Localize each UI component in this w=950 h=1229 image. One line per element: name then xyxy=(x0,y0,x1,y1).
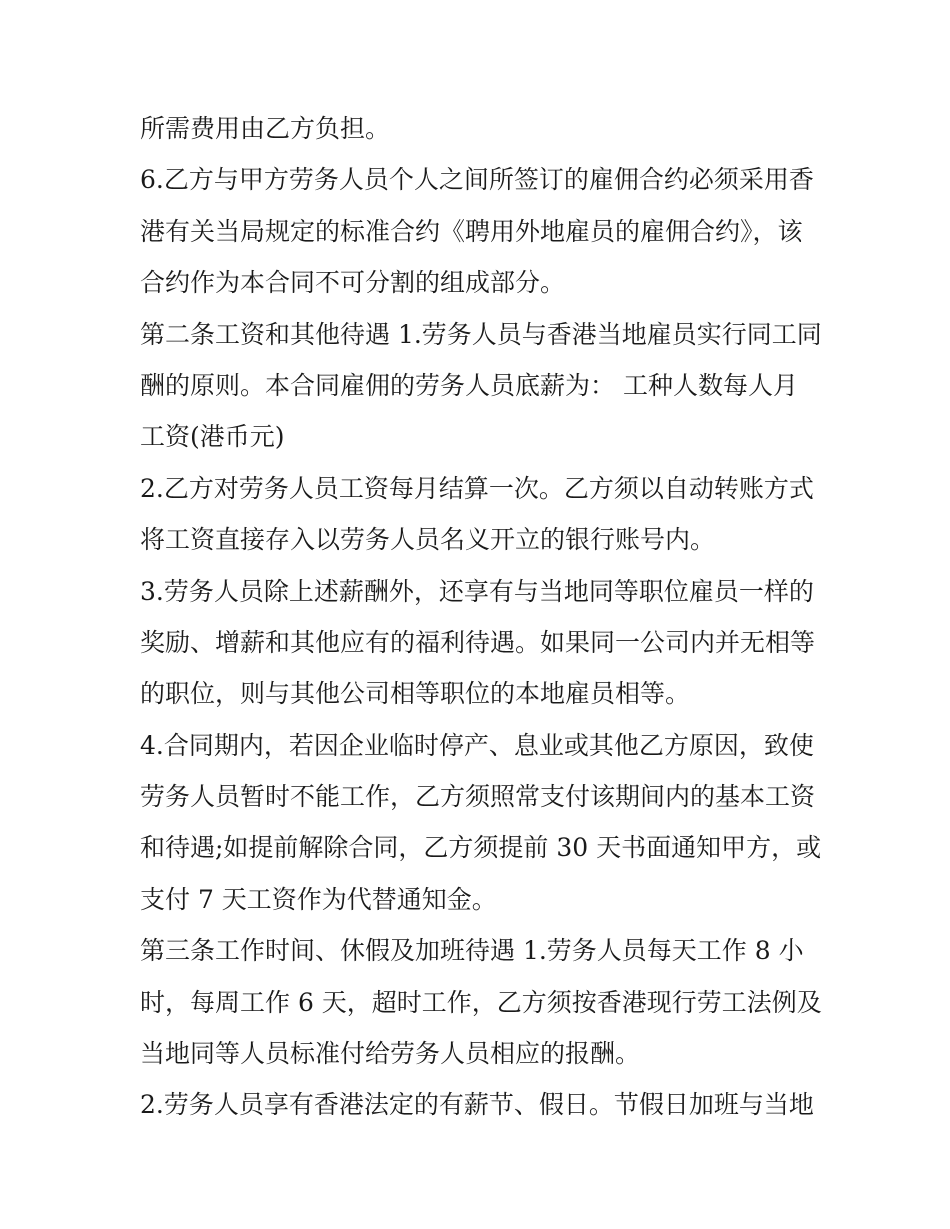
text-line: 4.合同期内，若因企业临时停产、息业或其他乙方原因，致使 xyxy=(140,730,814,760)
text-line: 港有关当局规定的标准合约《聘用外地雇员的雇佣合约》，该 xyxy=(140,216,803,246)
section-heading-line: 第二条工资和其他待遇 1.劳务人员与香港当地雇员实行同工同 xyxy=(140,319,822,349)
contract-text-body xyxy=(140,108,822,1136)
text-line: 3.劳务人员除上述薪酬外，还享有与当地同等职位雇员一样的 xyxy=(140,576,814,606)
text-line: 2.劳务人员享有香港法定的有薪节、假日。节假日加班与当地 xyxy=(140,1090,814,1120)
text-line: 将工资直接存入以劳务人员名义开立的银行账号内。 xyxy=(140,525,716,555)
text-line: 合约作为本合同不可分割的组成部分。 xyxy=(140,268,566,298)
text-line: 工资(港币元) xyxy=(140,422,285,452)
text-line: 酬的原则。本合同雇佣的劳务人员底薪为： 工种人数每人月 xyxy=(140,370,798,400)
text-line: 奖励、增薪和其他应有的福利待遇。如果同一公司内并无相等 xyxy=(140,627,816,657)
text-line: 劳务人员暂时不能工作，乙方须照常支付该期间内的基本工资 xyxy=(140,782,816,812)
text-line: 时，每周工作 6 天，超时工作，乙方须按香港现行劳工法例及 xyxy=(140,987,822,1017)
text-line: 支付 7 天工资作为代替通知金。 xyxy=(140,884,497,914)
text-line: 当地同等人员标准付给劳务人员相应的报酬。 xyxy=(140,1039,641,1069)
text-line: 的职位，则与其他公司相等职位的本地雇员相等。 xyxy=(140,679,691,709)
section-heading-line: 第三条工作时间、休假及加班待遇 1.劳务人员每天工作 8 小 xyxy=(140,936,804,966)
text-line: 和待遇;如提前解除合同，乙方须提前 30 天书面通知甲方，或 xyxy=(140,833,822,863)
text-line: 所需费用由乙方负担。 xyxy=(140,114,391,143)
text-line: 6.乙方与甲方劳务人员个人之间所签订的雇佣合约必须采用香 xyxy=(140,165,814,195)
text-line: 2.乙方对劳务人员工资每月结算一次。乙方须以自动转账方式 xyxy=(140,473,814,503)
